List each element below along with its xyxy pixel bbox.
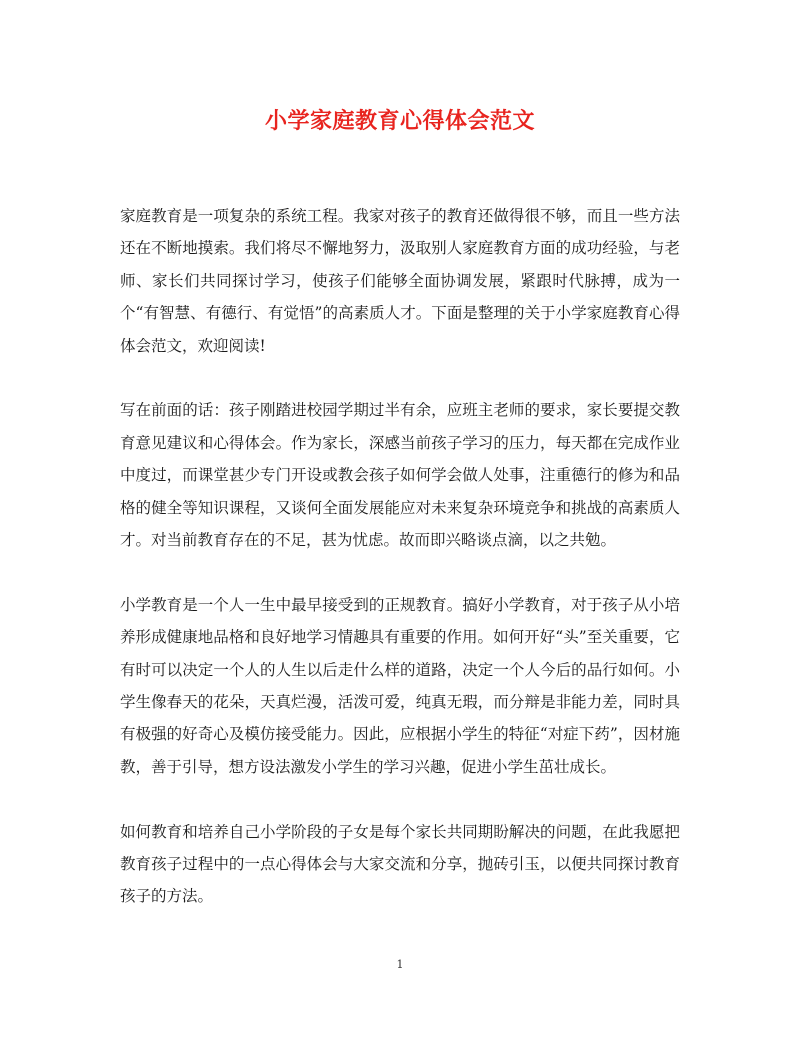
paragraph-intro: 家庭教育是一项复杂的系统工程。我家对孩子的教育还做得很不够，而且一些方法还在不断地摸索。我们将尽不懈地努力，汲取别人家庭教育方面的成功经验，与老师、家长们共同探讨学习，使孩子们能够全面协调发展，紧跟时代脉搏，成为一个“有智慧、有德行、有觉悟”的高素质人才。下面是整理的关于小学家庭教育心得体会范文，欢迎阅读!	[120, 207, 680, 355]
paragraph-preface: 写在前面的话：孩子刚踏进校园学期过半有余，应班主老师的要求，家长要提交教育意见建议和心得体会。作为家长，深感当前孩子学习的压力，每天都在完成作业中度过，而课堂甚少专门开设或教会孩子如何学会做人处事，注重德行的修为和品格的健全等知识课程，又谈何全面发展能应对未来复杂环境竞争和挑战的高素质人才。对当前教育存在的不足，甚为忧虑。故而即兴略谈点滴，以之共勉。	[120, 401, 680, 550]
paragraph-primary-education: 小学教育是一个人一生中最早接受到的正规教育。搞好小学教育，对于孩子从小培养形成健康地品格和良好地学习情趣具有重要的作用。如何开好“头”至关重要，它有时可以决定一个人的人生以后走什么样的道路，决定一个人今后的品行如何。小学生像春天的花朵，天真烂漫，活泼可爱，纯真无瑕，而分辩是非能力差，同时具有极强的好奇心及模仿接受能力。因此，应根据小学生的特征“对症下药”，因材施教，善于引导，想方设法激发小学生的学习兴趣，促进小学生茁壮成长。	[120, 595, 680, 776]
page-number: 1	[396, 958, 404, 971]
document-title: 小学家庭教育心得体会范文	[264, 108, 535, 134]
document-body	[120, 200, 680, 913]
paragraph-sharing: 如何教育和培养自己小学阶段的子女是每个家长共同期盼解决的问题，在此我愿把教育孩子过程中的一点心得体会与大家交流和分享，抛砖引玉，以便共同探讨教育孩子的方法。	[120, 822, 680, 906]
